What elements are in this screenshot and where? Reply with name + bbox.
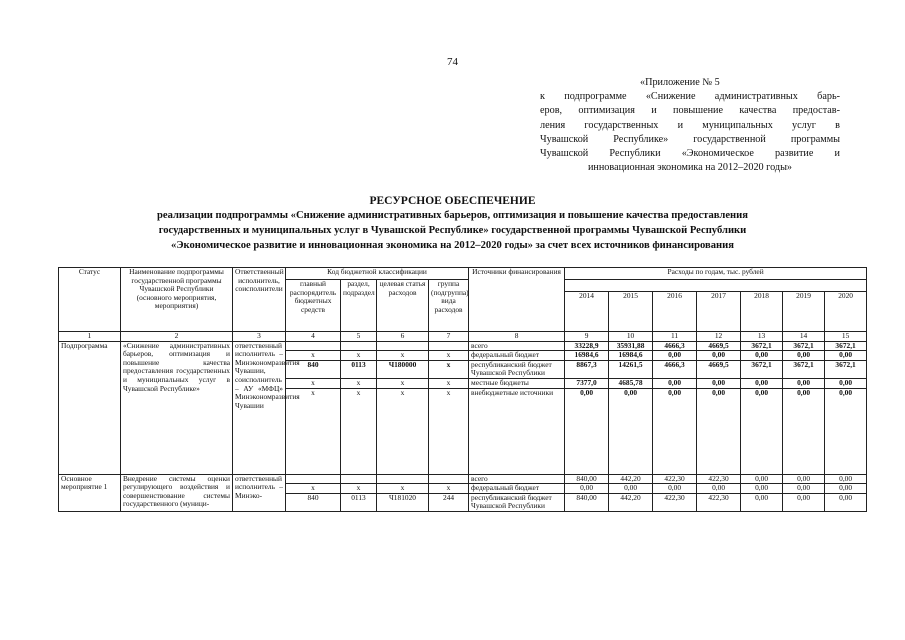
value-cell: 0,00 (741, 493, 783, 511)
header-year: 2015 (609, 292, 653, 332)
column-numbers-row (59, 332, 867, 342)
column-number: 3 (233, 332, 286, 342)
value-cell: 0,00 (825, 351, 867, 361)
header-year: 2014 (565, 292, 609, 332)
header-kbk-group: группа (подгруппа) вида расходов (429, 280, 469, 332)
value-cell: 14261,5 (609, 360, 653, 378)
column-number: 9 (565, 332, 609, 342)
value-cell: 422,30 (653, 493, 697, 511)
kbk-group-cell: х (429, 484, 469, 494)
value-cell: 0,00 (697, 484, 741, 494)
header-year: 2018 (741, 292, 783, 332)
value-cell: 3672,1 (783, 341, 825, 351)
kbk-target-cell: Ч181020 (377, 493, 429, 511)
value-cell: 33228,9 (565, 341, 609, 351)
value-cell: 0,00 (825, 474, 867, 484)
page-number: 74 (447, 56, 458, 68)
header-expenses: Расходы по годам, тыс. рублей (565, 268, 867, 280)
column-number: 7 (429, 332, 469, 342)
document-title: РЕСУРСНОЕ ОБЕСПЕЧЕНИЕ (369, 195, 536, 207)
source-cell: всего (469, 474, 565, 484)
kbk-main-cell: х (286, 378, 341, 388)
value-cell: 0,00 (741, 378, 783, 388)
value-cell: 422,30 (653, 474, 697, 484)
value-cell: 0,00 (653, 378, 697, 388)
kbk-group-cell: 244 (429, 493, 469, 511)
kbk-group-cell: х (429, 360, 469, 378)
row-name: «Снижение административных барьеров, оптимизация и повышение качества предоставления государственных и муниципальных услуг в Чувашской Республике» (121, 341, 233, 474)
value-cell: 442,20 (609, 474, 653, 484)
header-kbk-target: целевая статья расходов (377, 280, 429, 332)
value-cell: 4669,5 (697, 341, 741, 351)
appendix-line: ления государственных и муниципальных услуг в (540, 119, 840, 131)
value-cell: 0,00 (697, 378, 741, 388)
value-cell: 0,00 (741, 474, 783, 484)
column-number: 2 (121, 332, 233, 342)
column-number: 4 (286, 332, 341, 342)
kbk-main-cell: 840 (286, 360, 341, 378)
value-cell: 0,00 (741, 351, 783, 361)
value-cell: 0,00 (741, 388, 783, 474)
kbk-main-cell: 840 (286, 493, 341, 511)
header-year: 2019 (783, 292, 825, 332)
kbk-main-cell: х (286, 388, 341, 474)
value-cell: 3672,1 (783, 360, 825, 378)
value-cell: 0,00 (741, 484, 783, 494)
kbk-main-cell: х (286, 484, 341, 494)
kbk-section-cell: 0113 (341, 493, 377, 511)
column-number: 8 (469, 332, 565, 342)
header-status: Статус (59, 268, 121, 332)
resource-table (58, 267, 867, 512)
header-sources: Источники финансирования (469, 268, 565, 332)
value-cell: 0,00 (783, 493, 825, 511)
value-cell: 0,00 (653, 351, 697, 361)
value-cell: 3672,1 (825, 360, 867, 378)
kbk-group-cell: х (429, 388, 469, 474)
row-executor: ответственный исполнитель – Минэкономразвития Чувашии, соисполнитель – АУ «МФЦ» Минэкономразвития Чувашии (233, 341, 286, 474)
document-subtitle-line: реализации подпрограммы «Снижение административных барьеров, оптимизация и повышение качества предоставления (157, 210, 748, 221)
kbk-section-cell: х (341, 484, 377, 494)
value-cell: 0,00 (783, 484, 825, 494)
column-number: 14 (783, 332, 825, 342)
column-number: 10 (609, 332, 653, 342)
header-kbk-section: раздел, подраздел (341, 280, 377, 332)
value-cell: 0,00 (565, 484, 609, 494)
column-number: 15 (825, 332, 867, 342)
kbk-target-cell: х (377, 351, 429, 361)
value-cell: 0,00 (783, 388, 825, 474)
kbk-section-cell: х (341, 388, 377, 474)
row-status: Основное мероприятие 1 (59, 474, 121, 511)
column-number: 6 (377, 332, 429, 342)
value-cell: 422,30 (697, 474, 741, 484)
value-cell: 0,00 (825, 484, 867, 494)
source-cell: всего (469, 341, 565, 351)
header-kbk-main: главный распорядитель бюджетных средств (286, 280, 341, 332)
row-name: Внедрение системы оценки регулирующего воздействия и совершенствование системы государственного (муници- (121, 474, 233, 511)
value-cell: 35931,88 (609, 341, 653, 351)
header-row (59, 268, 867, 280)
value-cell: 840,00 (565, 474, 609, 484)
header-year: 2017 (697, 292, 741, 332)
appendix-line: Чувашской Республики «Экономическое развитие и (540, 148, 840, 160)
value-cell: 0,00 (609, 484, 653, 494)
source-cell: федеральный бюджет (469, 351, 565, 361)
column-number: 1 (59, 332, 121, 342)
value-cell: 3672,1 (741, 360, 783, 378)
header-kbk: Код бюджетной классификации (286, 268, 469, 280)
header-year: 2020 (825, 292, 867, 332)
table-row (59, 341, 867, 351)
row-executor: ответственный исполнитель – Минэко- (233, 474, 286, 511)
column-number: 5 (341, 332, 377, 342)
appendix-line: к подпрограмме «Снижение административных барь- (540, 91, 840, 103)
kbk-target-cell: х (377, 484, 429, 494)
kbk-target-cell: х (377, 388, 429, 474)
kbk-section-cell: х (341, 351, 377, 361)
kbk-group-cell: х (429, 351, 469, 361)
appendix-line: инновационная экономика на 2012–2020 годы» (587, 162, 793, 174)
value-cell: 0,00 (825, 378, 867, 388)
document-subtitle-line: «Экономическое развитие и инновационная экономика на 2012–2020 годы» за счет всех источников финансирования (171, 240, 734, 251)
value-cell: 0,00 (565, 388, 609, 474)
value-cell: 0,00 (825, 493, 867, 511)
column-number: 13 (741, 332, 783, 342)
value-cell: 4666,3 (653, 360, 697, 378)
value-cell: 0,00 (653, 388, 697, 474)
header-year: 2016 (653, 292, 697, 332)
kbk-section-cell: 0113 (341, 360, 377, 378)
value-cell: 4666,3 (653, 341, 697, 351)
value-cell: 8867,3 (565, 360, 609, 378)
kbk-group-cell: х (429, 378, 469, 388)
header-executor: Ответственный исполнитель, соисполнители (233, 268, 286, 332)
kbk-section-cell: х (341, 378, 377, 388)
value-cell: 4685,78 (609, 378, 653, 388)
source-cell: федеральный бюджет (469, 484, 565, 494)
value-cell: 442,20 (609, 493, 653, 511)
source-cell: внебюджетные источники (469, 388, 565, 474)
source-cell: местные бюджеты (469, 378, 565, 388)
document-subtitle-line: государственных и муниципальных услуг в Чувашской Республике» государственной программы Чувашской Республики (158, 225, 747, 236)
appendix-line: еров, оптимизация и повышение качества предостав- (540, 105, 840, 117)
header-name: Наименование подпрограммы государственной программы Чувашской Республики (основного мероприятия, мероприятия) (121, 268, 233, 332)
value-cell: 0,00 (697, 388, 741, 474)
source-cell: республиканский бюджет Чувашской Республики (469, 360, 565, 378)
column-number: 11 (653, 332, 697, 342)
kbk-target-cell: Ч180000 (377, 360, 429, 378)
value-cell: 0,00 (783, 378, 825, 388)
value-cell: 16984,6 (565, 351, 609, 361)
appendix-note (540, 76, 840, 175)
appendix-line: Чувашской Республике» государственной программы (540, 133, 840, 145)
value-cell: 0,00 (653, 484, 697, 494)
value-cell: 0,00 (783, 474, 825, 484)
table-row (59, 474, 867, 484)
value-cell: 16984,6 (609, 351, 653, 361)
value-cell: 0,00 (783, 351, 825, 361)
value-cell: 4669,5 (697, 360, 741, 378)
value-cell: 3672,1 (825, 341, 867, 351)
kbk-main-cell: х (286, 351, 341, 361)
kbk-target-cell: х (377, 378, 429, 388)
value-cell: 0,00 (609, 388, 653, 474)
value-cell: 840,00 (565, 493, 609, 511)
row-status: Подпрограмма (59, 341, 121, 474)
column-number: 12 (697, 332, 741, 342)
source-cell: республиканский бюджет Чувашской Республики (469, 493, 565, 511)
appendix-line: «Приложение № 5 (640, 77, 720, 88)
value-cell: 422,30 (697, 493, 741, 511)
value-cell: 0,00 (825, 388, 867, 474)
value-cell: 3672,1 (741, 341, 783, 351)
value-cell: 7377,0 (565, 378, 609, 388)
value-cell: 0,00 (697, 351, 741, 361)
